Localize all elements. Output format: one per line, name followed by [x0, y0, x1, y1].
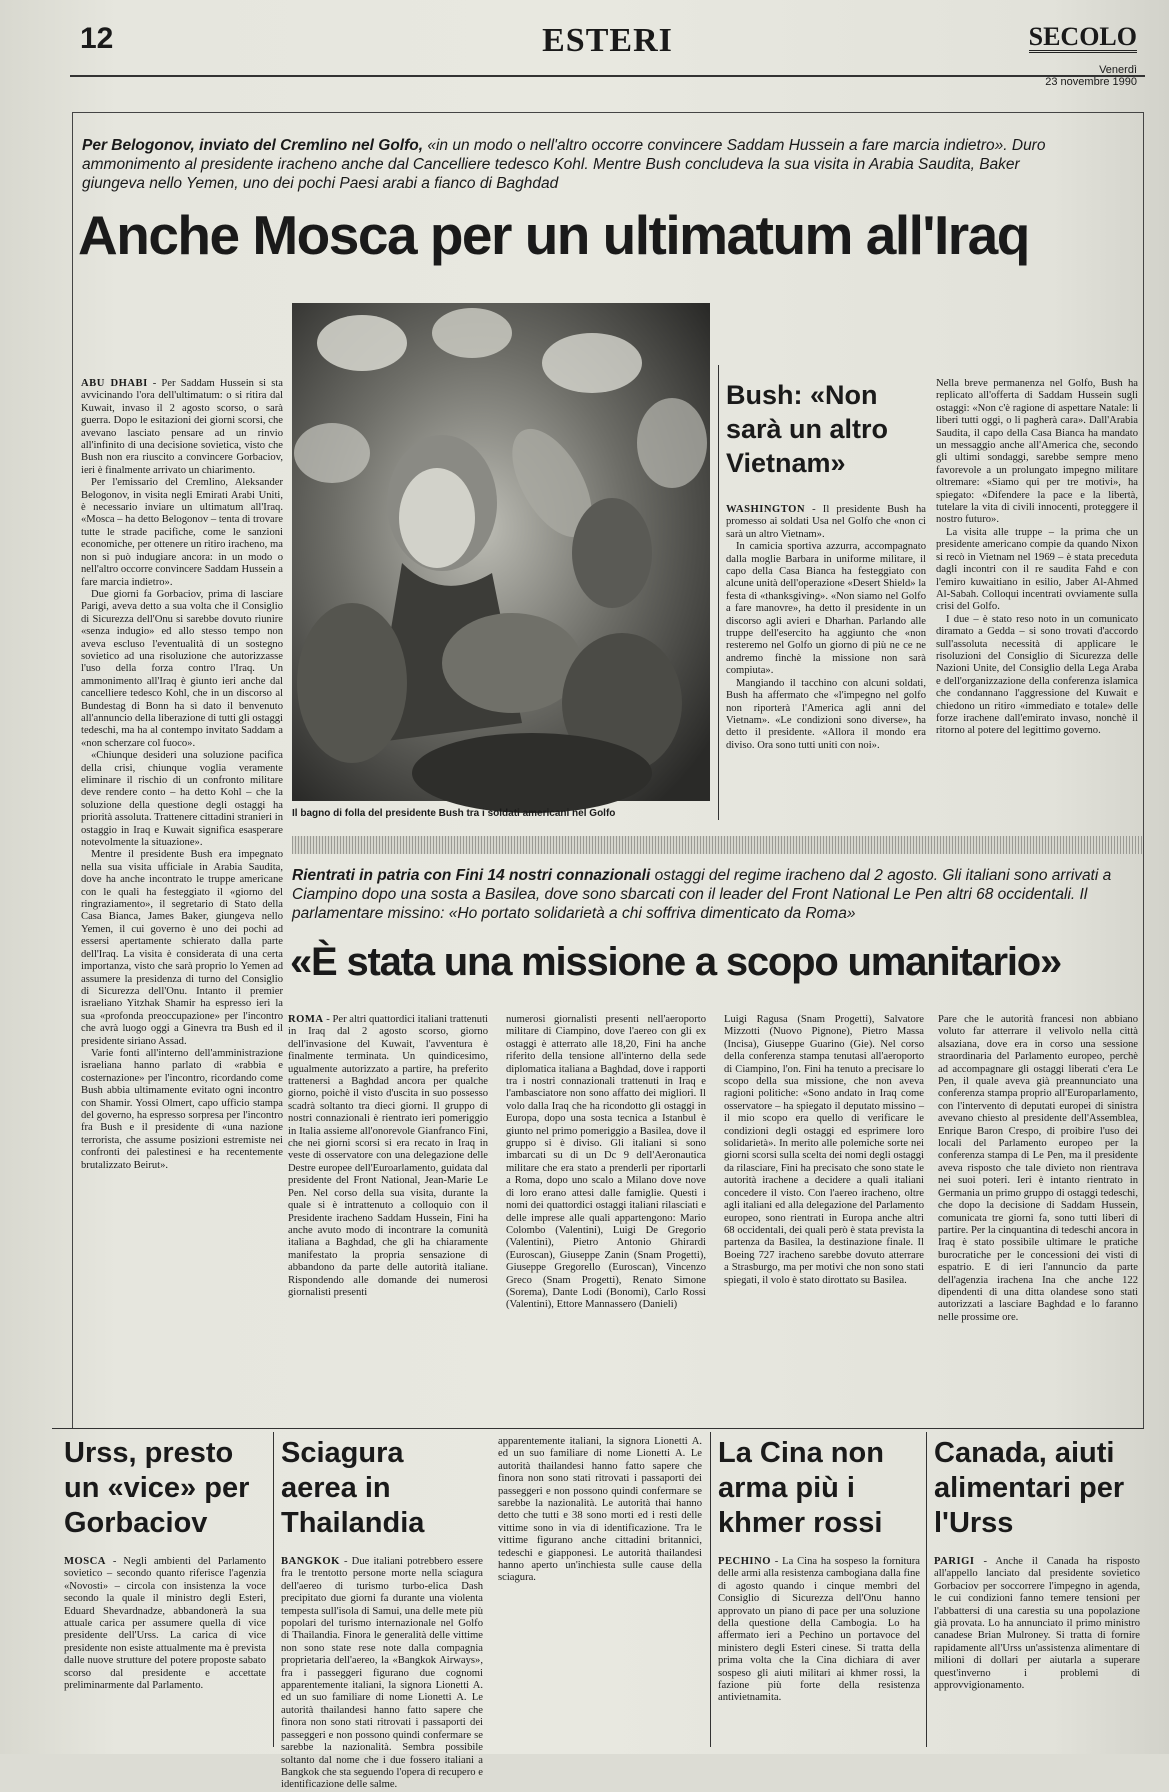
second-place: ROMA — [288, 1014, 324, 1025]
brief-thailandia-place: BANGKOK — [281, 1556, 340, 1567]
brief-thailandia-continued — [498, 1436, 702, 1746]
photo-caption: Il bagno di folla del presidente Bush tra i soldati americani nel Golfo — [292, 808, 616, 819]
brief-canada-text: - Anche il Canada ha risposto all'appello lanciato dal presidente sovietico Gorbaciov per soccorrere l'impegno in agenda, le cui condizioni fanno temere tensioni per l'abbattersi di una carestia su una popolazione già provata. Lo ha annunciato il primo ministro canadese Brian Mulroney. Si tratta di fornire rapidamente all'Urss un'assistenza alimentare di milioni di dollari per aiutarla a superare quest'inverno i problemi di approvvigionamento. — [934, 1556, 1140, 1692]
second-column-4 — [938, 1014, 1138, 1414]
lead-headline: Anche Mosca per un ultimatum all'Iraq — [78, 204, 1029, 266]
second-headline: «È stata una missione a scopo umanitario» — [290, 940, 1062, 984]
section-title: ESTERI — [542, 22, 673, 59]
second-paragraph: Pare che le autorità francesi non abbiano voluto far atterrare il velivolo nella città alsaziana, dove era in corso una sessione straordinaria del Parlamento europeo, perchè ad accompagnare gli ostaggi liberati c'era Le Pen, il quale aveva già preannunciato una conferenza stampa proprio all'Europarlamento, con l'intervento di deputati europei di sinistra avevano chiesto al presidente dell'Assemblea, Enrique Baron Crespo, di proibire l'uso dei locali del Parlamento europeo per la conferenza stampa di Le Pen, ma il presidente aveva risposto che tale divieto non rientrava nei suoi poteri. Ieri è intanto rientrato in Germania un primo gruppo di ostaggi tedeschi, che dopo la decisione di Saddam Hussein, comunicata tre giorni fa, sono tutti liberi di partire. Per la cinquantina di tedeschi ancora in Iraq è stato possibile ultimare le pratiche burocratiche per le concessioni dei visti di espatrio. E di ieri l'annuncio da parte dell'agenzia irachena Ina che anche 122 dipendenti di una ditta olandese sono stati autorizzati a lasciare Baghdad e lo faranno nelle prossime ore. — [938, 1014, 1138, 1323]
lead-kicker-bold: Per Belogonov, inviato del Cremlino nel Golfo, — [82, 137, 424, 154]
brief-cina-place: PECHINO — [718, 1556, 771, 1567]
brief-headline-thailandia: Sciagura aerea in Thailandia — [281, 1437, 425, 1539]
dateline-date: 23 novembre 1990 — [1045, 76, 1137, 88]
second-paragraph: - Per altri quattordici italiani trattenuti in Iraq dal 2 agosto scorso, giorno dell'invasione del Kuwait, l'avventura è finalmente terminata. Un quindicesimo, ugualmente autorizzato a partire, ha preferito trattenersi a Baghdad ancora per qualche giorno, poichè il visto d'uscita in suo possesso scadrà soltanto tra dieci giorni. Il gruppo di nostri connazionali è rientrato ieri pomeriggio in Italia assieme all'onorevole Gianfranco Fini, che nei giorni scorsi si era recato in Iraq in veste di osservatore con una delegazione delle Destre europee dell'Euroarlamento, guidata dal presidente del Front National, Jean-Marie Le Pen. Nel corso della sua visita, durante la quale si è intrattenuto a colloquio con il Presidente iracheno Saddam Hussein, Fini ha anche avuto modo di incontrare la comunità italiana a Baghdad, che gli ha chiaramente manifestato la propria sensazione di abbandono da parte delle autorità italiane. Rispondendo alle domande dei numerosi giornalisti presenti — [288, 1014, 488, 1298]
bush-headline: Bush: «Non sarà un altro Vietnam» — [726, 380, 889, 478]
bush-article-column-2 — [936, 378, 1138, 824]
bush-paragraph: Nella breve permanenza nel Golfo, Bush ha replicato all'offerta di Saddam Hussein sugli ostaggi: «Non c'è ragione di aspettare Natale: li liberi tutti oggi, o li pagherà cara». Dall'Arabia Saudita, il capo della Casa Bianca ha mandato un messaggio anche all'America che, secondo gli ultimi sondaggi, sarebbe sempre meno favorevole a un prolungato impegno militare oltremare: «Siamo qui per tre motivi», ha spiegato: «Difendere la pace e la libertà, tutelare la vita di civili innocenti, proteggere il nostro futuro». — [936, 378, 1138, 526]
lead-paragraph: - Per Saddam Hussein si sta avvicinando l'ora dell'ultimatum: o si ritira dal Kuwait, invaso il 2 agosto scorso, o sarà guerra. Dopo le esitazioni dei giorni scorsi, che avevano lasciato pensare ad un rinvio all'infinito di una decisione sovietica, visto che Bush non era riuscito a convincere Gorbaciov, ieri è finalmente arrivato un chiarimento. — [81, 378, 283, 476]
second-column-1 — [288, 1014, 488, 1414]
second-column-2 — [506, 1014, 706, 1414]
divider-band — [292, 836, 1142, 854]
page-number: 12 — [80, 22, 114, 55]
bush-paragraph: La visita alle truppe – la prima che un presidente americano compie da quando Nixon si recò in Vietnam nel 1969 – è stata preceduta dagli incontri con il re saudita Fahd e con l'emiro kuwaitiano in esilio, Jaber Al-Ahmed Al-Sabah. Colloqui incentrati ovviamente sulla crisi del Golfo. — [936, 526, 1138, 613]
brief-thailandia-text-cont: apparentemente italiani, la signora Lionetti A. ed un suo familiare di nome Lionetti A. Le autorità thailandesi hanno fatto sapere che finora non sono stati ritrovati i passaporti dei passeggeri e non possono quindi confermare se sarebbe la nazionalità. Le autorità thai hanno detto che tutti e 38 sono morti ed i resti delle vittime sono in via di identificazione. Tra le vittime figurano anche cittadini britannici, tedeschi e giapponesi. Le autorità thailandesi hanno aperto un'inchiesta sulle cause della sciagura. — [498, 1436, 702, 1584]
second-paragraph: numerosi giornalisti presenti nell'aeroporto militare di Ciampino, dove l'aereo con gli ex ostaggi è atterrato alle 18,20, Fini ha anche riferito della tensione all'interno della sede diplomatica italiana a Baghdad, dove i rapporti tra i nostri connazionali trattenuti in Iraq e l'ambasciatore non sono affatto dei migliori. Il volo dalla Iraq che ha ricondotto gli ostaggi in Europa, dopo una sosta tecnica a Istanbul è giunto nel primo pomeriggio a Basilea, dove il gruppo si è diviso. Gli italiani si sono imbarcati su di un Dc 9 dell'Aeronautica militare che era stato a prenderli per riportarli a Roma, dopo uno scalo a Milano dove nove di loro erano attesi dalle famiglie. Questi i nomi dei quattordici ostaggi italiani rilasciati e delle imprese alle quali appartengono: Mario Colombo (Valentini), Luigi De Gregorio (Valentini), Pietro Antonio Ghirardi (Euroscan), Giuseppe Zanin (Snam Progetti), Giuseppe Gregorello (Euroscan), Vincenzo Greco (Snam Progetti), Renato Simone (Sorema), Dante Lodi (Bonomi), Carlo Rossi (Valentini), Ettore Mannassero (Danieli) — [506, 1014, 706, 1311]
brief-urss-text: - Negli ambienti del Parlamento sovietico – secondo quanto riferisce l'agenzia «Novosti» – circola con insistenza la voce secondo la quale il ministro degli Esteri, Eduard Shevardnadze, abbandonerà la sua attuale carica per assumere quella di vice presidente dell'Urss. La carica di vice presidente non esiste attualmente ma è prevista dalle nuove strutture del potere proposte sabato scorso dal presidente e accettate preliminarmente dal Parlamento. — [64, 1556, 266, 1692]
bush-place: WASHINGTON — [726, 504, 805, 515]
photo-image — [292, 303, 710, 801]
column-rule — [273, 1432, 274, 1747]
bush-paragraph: - Il presidente Bush ha promesso ai soldati Usa nel Golfo che «non ci sarà un altro Vietnam». — [726, 504, 926, 540]
bush-paragraph: In camicia sportiva azzurra, accompagnato dalla moglie Barbara in uniforme militare, il capo della Casa Bianca ha festeggiato con alcune unità dell'operazione «Desert Shield» la festa di «thanksgiving». «Non siamo nel Golfo a fare manovre», ha detto il presidente in un discorso agli avieri e Dharhan. Parlando alle truppe dell'esercito ha aggiunto che «non resteremo nel Golfo un giorno di più ne ce ne andremo finchè la missione non sarà compiuta». — [726, 541, 926, 677]
bush-paragraph: I due – è stato reso noto in un comunicato diramato a Gedda – si sono trovati d'accordo sull'assoluta necessità di applicare le risoluzioni del Consiglio di Sicurezza delle Nazioni Unite, del Consiglio della Lega Araba e dell'organizzazione della conferenza islamica che condannano l'aggressione del Kuwait e chiedono un ritiro «immediato e totale» delle forze irachene dall'emirato invaso, nonchè il ritorno al potere del legittimo governo. — [936, 613, 1138, 737]
brief-canada-body — [934, 1556, 1140, 1746]
brief-headline-cina: La Cina non arma più i khmer rossi — [718, 1437, 884, 1539]
second-kicker-text: ostaggi del regime iracheno dal 2 agosto. Gli italiani sono arrivati a Ciampino dopo una sosta a Basilea, dove sono sbarcati con il leader del Front National Le Pen altri 68 occidentali. Il parlamentare missino: «Ho portato solidarietà a chi soffriva dimenticato da Roma» — [292, 867, 1112, 922]
bush-article-column-1 — [726, 504, 926, 824]
brief-urss-place: MOSCA — [64, 1556, 106, 1567]
second-kicker — [292, 866, 1142, 923]
lead-paragraph: Mentre il presidente Bush era impegnato nella sua visita ufficiale in Arabia Saudita, dove ha anche incontrato le truppe americane con le quali ha festeggiato il «giorno del ringraziamento», il segretario di Stato della Casa Bianca, James Baker, giungeva nello Yemen, il cui governo è uno dei pochi ad essersi apertamente schierato dalla parte dell'Iraq. La visita è considerata di una certa importanza, visto che sarà proprio lo Yemen ad assumere la presidenza di turno del Consiglio di Sicurezza dell'Onu. Intanto il premier israeliano Yitzhak Shamir ha espresso ieri la sua «profonda preoccupazione» per l'incontro che avrà luogo oggi a Ginevra tra Bush ed il presidente siriano Assad. — [81, 849, 283, 1047]
second-paragraph: Luigi Ragusa (Snam Progetti), Salvatore Mizzotti (Nuovo Pignone), Pietro Massa (Incisa), Giuseppe Guarino (Gie). Nel corso della conferenza stampa tenutasi all'aeroporto di Ciampino, l'on. Fini ha tenuto a precisare lo scopo della sua missione, che non aveva ragioni politiche: «Sono andato in Iraq come osservatore – ha spiegato il deputato missino – il mio scopo era quello di verificare le condizioni degli ostaggi ed esprimere loro solidarietà». In merito alle polemiche sorte nei giorni scorsi sulla scelta dei nomi degli ostaggi da rilasciare, Fini ha precisato che sono state le autorità irachene a decidere a quali italiani concedere il visto. Con l'aereo iracheno, oltre agli italiani ed alla delegazione del Parlamento europeo, sono rientrati in Europa anche altri 68 occidentali, dei quali però è stata prevista la partenza da Basilea, la destinazione finale. Il Boeing 727 iracheno sarebbe dovuto atterrare a Strasburgo, ma per motivi che non sono stati spiegati, il volo è stato dirottato su Basilea. — [724, 1014, 924, 1286]
lead-article-column — [81, 378, 283, 1413]
brief-cina-text: - La Cina ha sospeso la fornitura delle armi alla resistenza cambogiana dalla fine di agosto quando i cinque membri del Consiglio di Sicurezza dell'Onu hanno approvato un piano di pace per una soluzione della questione della Cambogia. Lo ha affermato ieri a Pechino un portavoce del ministero degli Esteri cinese. Si tratta della prima volta che la Cina dichiara di aver sospeso gli aiuti militari ai khmer rossi, la fazione più forte della resistenza antivietnamita. — [718, 1556, 920, 1704]
column-rule — [926, 1432, 927, 1747]
bush-paragraph: Mangiando il tacchino con alcuni soldati, Bush ha affermato che «l'impegno nel golfo non riporterà l'America agli anni del Vietnam». «Le condizioni sono diverse», ha detto il presidente. «Allora il mondo era diviso. Ora sono tutti uniti con noi». — [726, 677, 926, 751]
brief-thailandia-text: - Due italiani potrebbero essere fra le trentotto persone morte nella sciagura dell'aereo di turismo turbo-elica Dash precipitato due giorni fa durante una violenta tempesta sull'isola di Samui, una delle mete più popolari del turismo internazionale nel Golfo di Thailandia. Finora le generalità delle vittime non sono state rese note dalla compagnia proprietaria dell'aereo, la «Bangkok Airways», fra i passeggeri figurano due cognomi apparentemente italiani, la signora Lionetti A. ed un suo familiare di nome Lionetti A. Le autorità thailandesi hanno fatto sapere che finora non sono stati ritrovati i passaporti dei passeggeri e non possono quindi confermare se sarebbe la nazionalità. Sembra possibile soltanto dal nome che i due fossero italiani a Bangkok che sta seguendo l'opera di recupero e identificazione delle salme. — [281, 1556, 483, 1791]
dateline — [1045, 64, 1137, 88]
dateline-day: Venerdì — [1099, 64, 1137, 76]
lead-paragraph: Due giorni fa Gorbaciov, prima di lasciare Parigi, aveva detto a sua volta che il Consiglio di Sicurezza dell'Onu si sarebbe dovuto riunire «senza indugio» ed allo stesso tempo non aveva escluso l'eventualità di un sostegno sovietico ad una risoluzione che autorizzasse l'uso della forza contro l'Iraq. Un ammonimento all'Iraq è giunto ieri anche dal cancelliere tedesco Kohl, che in un discorso al Bundestag di Bonn ha sì dato il benvenuto all'annuncio della liberazione di tutti gli ostaggi tedeschi, ma ha al contempo invitato Saddam a «non scherzare col fuoco». — [81, 588, 283, 749]
lead-kicker-text: «in un modo o nell'altro occorre convincere Saddam Hussein a fare marcia indietro». Duro ammonimento al presidente iracheno anche dal Cancelliere tedesco Kohl. Mentre Bush concludeva la sua visita in Arabia Saudita, Baker giungeva nello Yemen, uno dei pochi Paesi arabi a fianco di Baghdad — [82, 137, 1046, 192]
column-rule — [710, 1432, 711, 1747]
photo-bush-troops — [292, 303, 710, 801]
brief-thailandia-body — [281, 1556, 483, 1791]
lead-place: ABU DHABI — [81, 378, 148, 389]
brief-canada-place: PARIGI — [934, 1556, 975, 1567]
masthead — [70, 20, 1145, 88]
brief-headline-urss: Urss, presto un «vice» per Gorbaciov — [64, 1437, 250, 1539]
lead-paragraph: Varie fonti all'interno dell'amministrazione israeliana hanno parlato di «rabbia e costernazione» per l'incontro, ricordando come Bush abbia ultimamente evitato ogni incontro con Shamir. Yossi Olmert, capo ufficio stampa del governo, ha espresso sorpresa per l'incontro fra Bush e il presidente di «una nazione terrorista, che assume posizioni estremiste nei confronti dei palestinesi e ha recentemente brutalizzato Beirut». — [81, 1047, 283, 1171]
second-column-3 — [724, 1014, 924, 1414]
brief-headline-canada: Canada, aiuti alimentari per l'Urss — [934, 1437, 1125, 1539]
lead-paragraph: «Chiunque desideri una soluzione pacifica della crisi, chiunque voglia veramente eliminare il rischio di un confronto militare deve rendere conto – ha detto Kohl – che la soluzione della questione degli ostaggi ha priorità assoluta. Trattenere cittadini stranieri in ostaggio in Iraq e Kuwait significa esasperare notevolmente la situazione». — [81, 750, 283, 849]
column-rule — [718, 365, 719, 820]
second-kicker-bold: Rientrati in patria con Fini 14 nostri connazionali — [292, 867, 651, 884]
lead-kicker — [82, 136, 1082, 193]
brief-urss-body — [64, 1556, 266, 1746]
lead-paragraph: Per l'emissario del Cremlino, Aleksander Belogonov, in visita negli Emirati Arabi Uniti, è necessario inviare un ultimatum all'Iraq. «Mosca – ha detto Belogonov – tenta di trovare tutte le strade pacifiche, come le sanzioni economiche, per ottenere un ritiro iracheno, ma non si può indugiare ancora: in un modo o nell'altro occorre convincere Saddam Hussein a fare marcia indietro». — [81, 477, 283, 588]
newspaper-logo: SECOLO — [1028, 22, 1137, 51]
bottom-rule — [52, 1428, 1144, 1429]
brief-cina-body — [718, 1556, 920, 1746]
